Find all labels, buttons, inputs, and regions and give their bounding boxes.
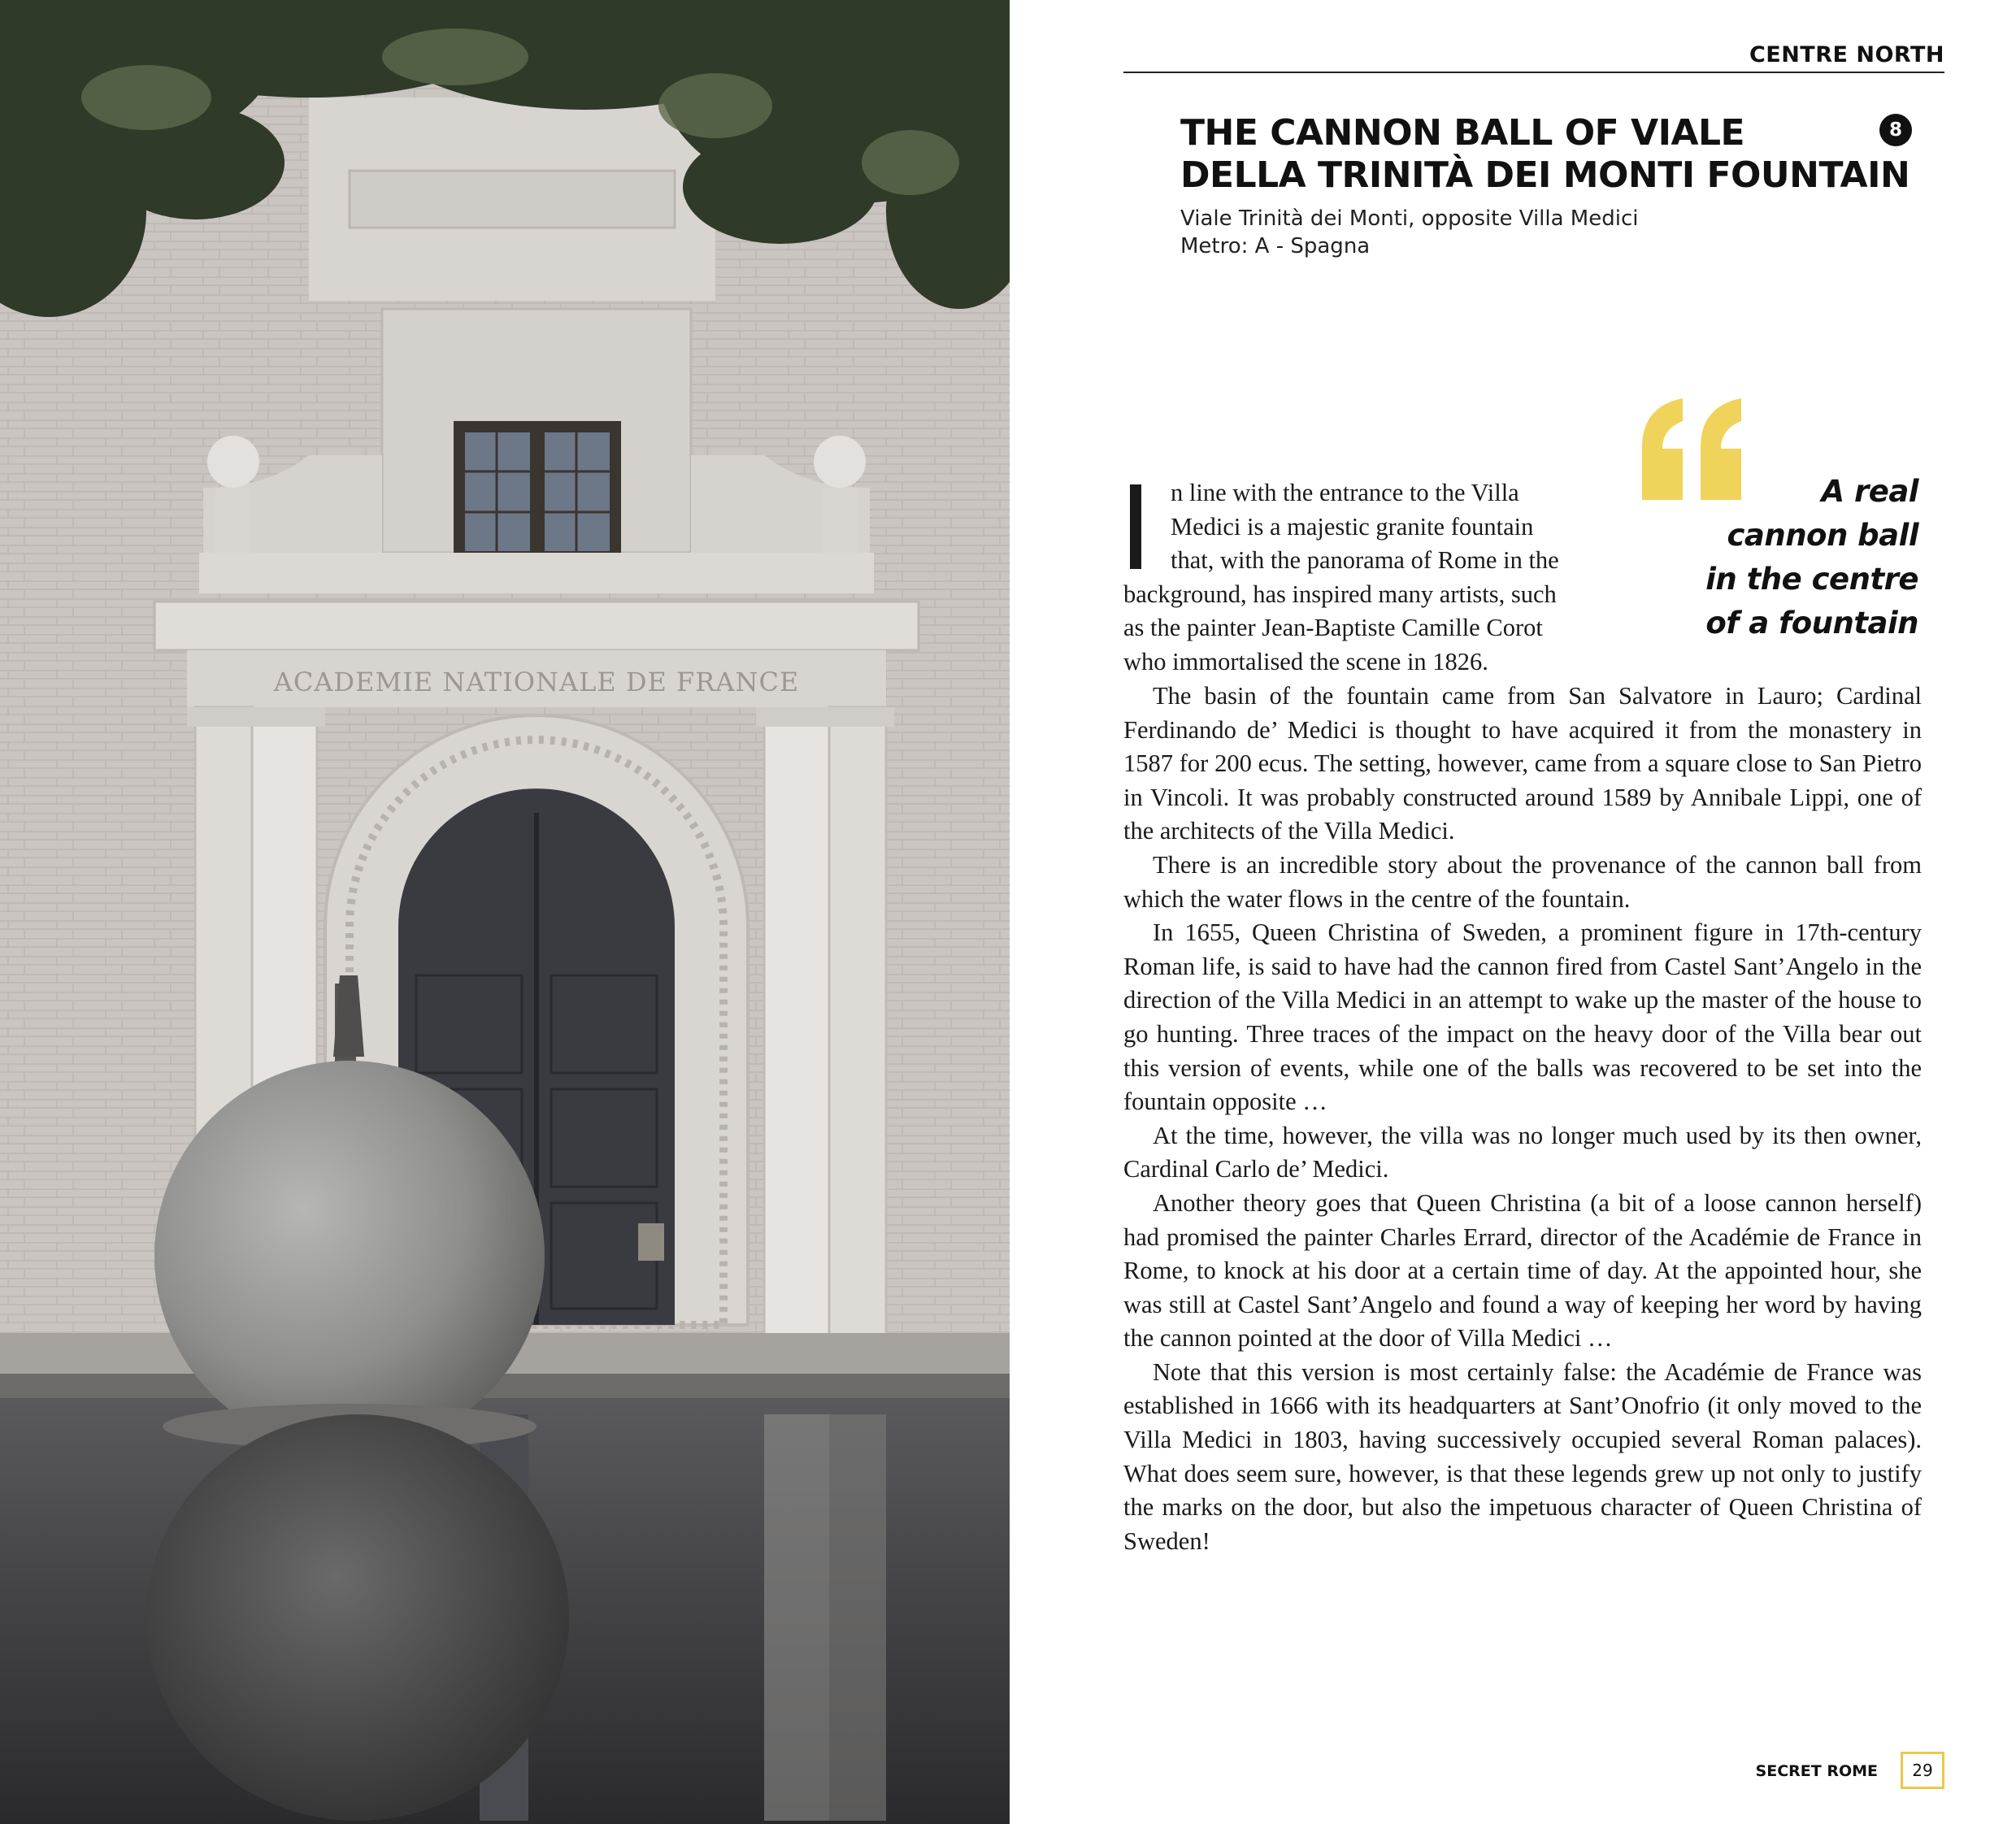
article-number-badge: 8 bbox=[1879, 114, 1912, 146]
header-rule bbox=[1123, 72, 1944, 73]
intro-line: who immortalised the scene in 1826. bbox=[1123, 648, 1488, 675]
article-body bbox=[1123, 680, 1922, 1558]
body-paragraph: Note that this version is most certainly false: the Académie de France was established in 1666 with its headquarters at Sant’Onofrio (it only moved to the Villa Medici in 1803, having successively occupied several Roman palaces). What does seem sure, however, is that these legends grew up not only to justify the marks on the door, but also the impetuous character of Queen Christina of Sweden! bbox=[1123, 1357, 1922, 1555]
section-label: CENTRE NORTH bbox=[1749, 42, 1944, 67]
pull-quote-line: A real bbox=[1821, 474, 1918, 509]
body-paragraph: In 1655, Queen Christina of Sweden, a prominent figure in 17th-century Roman life, is said to have had the cannon fired from Castel Sant’Angelo in the direction of the Villa Medici in an attempt to wake up the master of the house to go hunting. Three traces of the impact on the heavy door of the Villa bear out this version of events, while one of the balls was recovered to be set into the fountain opposite … bbox=[1123, 919, 1922, 1116]
intro-line: background, has inspired many artists, such bbox=[1123, 580, 1557, 608]
drop-cap-I bbox=[1130, 484, 1141, 569]
page-number: 29 bbox=[1901, 1752, 1944, 1789]
body-paragraph: Another theory goes that Queen Christina (a bit of a loose cannon herself) had promised the painter Charles Errard, director of the Académie de France in Rome, to knock at his door at a certain time of day. At the appointed hour, she was still at Castel Sant’Angelo and found a way of keeping her word by having the cannon pointed at the door of Villa Medici … bbox=[1123, 1188, 1922, 1353]
address-block bbox=[1180, 205, 1749, 260]
pull-quote-line: cannon ball bbox=[1727, 518, 1918, 553]
inscription-text: ACADEMIE NATIONALE DE FRANCE bbox=[273, 667, 800, 697]
title-line-2: DELLA TRINITÀ DEI MONTI FOUNTAIN bbox=[1180, 154, 1910, 196]
body-paragraph: At the time, however, the villa was no longer much used by its then owner, Cardinal Carlo de’ Medici. bbox=[1123, 1121, 1922, 1183]
article-title bbox=[1180, 112, 1910, 197]
footer-book-title: SECRET ROME bbox=[1755, 1762, 1878, 1780]
intro-line: that, with the panorama of Rome in the bbox=[1171, 546, 1559, 575]
pull-quote-line: in the centre bbox=[1705, 562, 1918, 597]
pull-quote bbox=[1666, 470, 1918, 645]
body-paragraph: There is an incredible story about the provenance of the cannon ball from which the water flows in the centre of the fountain. bbox=[1123, 850, 1922, 913]
intro-line: Medici is a majestic granite fountain bbox=[1171, 512, 1534, 541]
intro-line: as the painter Jean-Baptiste Camille Corot bbox=[1123, 614, 1543, 642]
title-line-1: THE CANNON BALL OF VIALE bbox=[1180, 112, 1745, 154]
address-line: Viale Trinità dei Monti, opposite Villa Medici bbox=[1180, 206, 1639, 231]
metro-line: Metro: A - Spagna bbox=[1180, 234, 1371, 258]
intro-line: n line with the entrance to the Villa bbox=[1171, 479, 1519, 506]
pull-quote-line: of a fountain bbox=[1705, 606, 1918, 641]
body-paragraph: The basin of the fountain came from San Salvatore in Lauro; Cardinal Ferdinando de’ Medici is thought to have acquired it from the monastery in 1587 for 200 ecus. The setting, however, came from a square close to San Pietro in Vincoli. It was probably constructed around 1589 by Annibale Lippi, one of the architects of the Villa Medici. bbox=[1123, 682, 1922, 845]
